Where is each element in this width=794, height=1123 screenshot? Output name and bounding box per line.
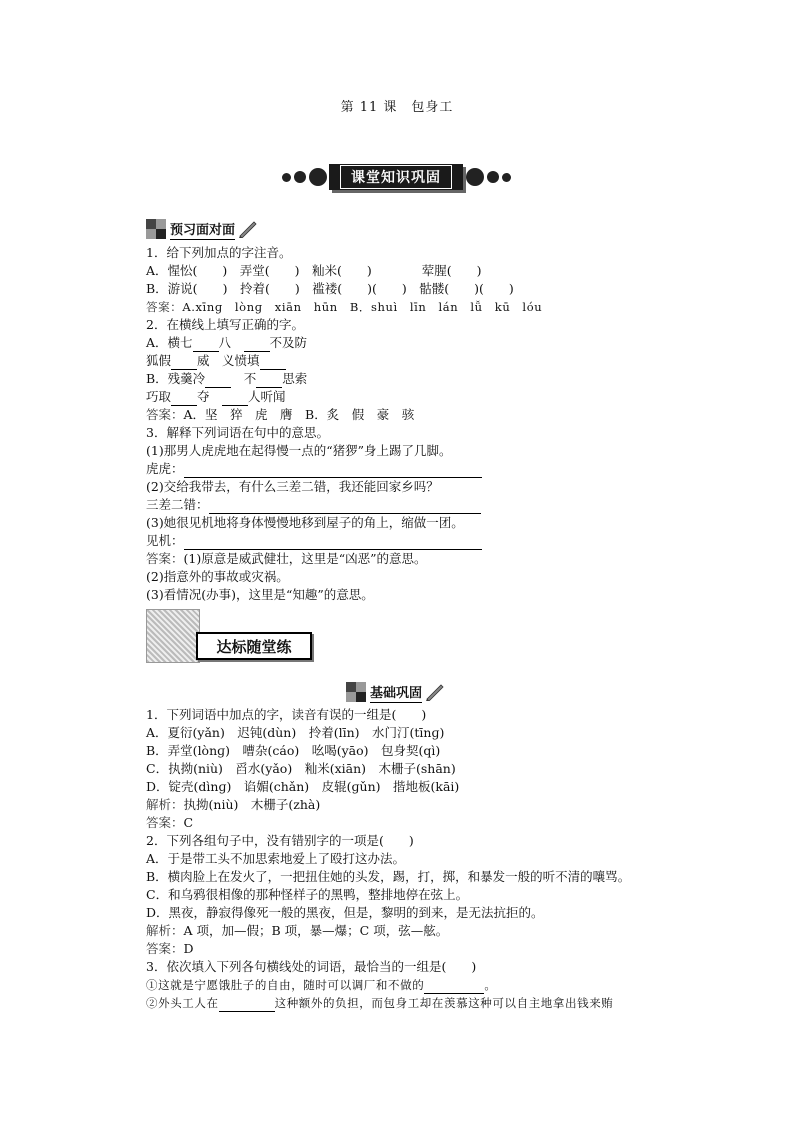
- q2-answer: [146, 406, 414, 424]
- p1-option-c: C．执拗(niù) 舀水(yǎo) 籼米(xiān) 木栅子(shān): [146, 761, 456, 776]
- blank-mid: 不: [231, 371, 257, 386]
- p1-stem: 1．下列词语中加点的字，读音有误的一组是( ): [146, 707, 427, 722]
- blank-line: [424, 980, 484, 994]
- analysis-label: 解析：: [146, 797, 184, 812]
- answer-line: [184, 464, 482, 478]
- p1-option-b: B．弄堂(lònɡ) 嘈杂(cáo) 吆喝(yāo) 包身契(qì): [146, 743, 441, 758]
- blank-mid: 夺: [197, 389, 223, 404]
- answer-text: A.xīnɡ lònɡ xiān hūn B．shuì līn lán lǚ kū lóu: [182, 300, 543, 314]
- blank-suffix: 人听闻: [248, 389, 286, 404]
- sentence-end: 。: [484, 978, 497, 992]
- answer-text: A．坚 猝 虎 膺 B．炙 假 豪 骇: [183, 407, 415, 422]
- p1-analysis: [146, 796, 320, 814]
- blank-line: [205, 374, 231, 388]
- pen-icon: [238, 220, 258, 238]
- blank-line: [260, 356, 286, 370]
- q3-word-3: [146, 532, 482, 550]
- q3-answer-3: (3)看情况(办事)，这里是“知趣”的意思。: [146, 587, 374, 602]
- preview-heading-text: 预习面对面: [170, 219, 235, 240]
- answer-label: 答案：: [146, 815, 184, 830]
- blank-line: [171, 392, 197, 406]
- blank-suffix: 不及防: [269, 335, 308, 350]
- sentence-text: 这种额外的负担，而包身工却在羡慕这种可以自主地拿出钱来贿: [274, 996, 614, 1010]
- p2-option-c: C．和乌鸦很相像的那种怪样子的黑鸭，整排地停在弦上。: [146, 887, 469, 902]
- q2-stem: 2．在横线上填写正确的字。: [146, 317, 304, 332]
- answer-text: C: [183, 815, 194, 830]
- p1-option-a: A．夏衍(yǎn) 迟钝(dùn) 拎着(līn) 水门汀(tīnɡ): [146, 725, 445, 740]
- blank-line: [222, 392, 248, 406]
- p2-stem: 2．下列各组句子中，没有错别字的一项是( ): [146, 833, 414, 848]
- q3-word-1: [146, 460, 482, 478]
- pen-icon: [425, 683, 445, 701]
- banner-dot: [294, 171, 306, 183]
- answer-text: (1)原意是威武健壮，这里是“凶恶”的意思。: [183, 551, 427, 566]
- p2-option-d: D．黑夜，静寂得像死一般的黑夜，但是，黎明的到来，是无法抗拒的。: [146, 905, 544, 920]
- basic-heading: [346, 681, 445, 703]
- blank-line: [256, 374, 282, 388]
- blank-mid: 八: [218, 335, 244, 350]
- practice-heading: [146, 609, 311, 661]
- answer-line: [209, 500, 481, 514]
- q1-row-a: A．惺忪( ) 弄堂( ) 籼米( ) 荤腥( ): [146, 263, 482, 278]
- blank-prefix: B．残羹冷: [146, 371, 206, 386]
- blank-mid: 威 义愤填: [197, 353, 260, 368]
- p2-answer: [146, 940, 194, 958]
- banner-label-box: [329, 164, 463, 190]
- heading-squares-icon: [346, 682, 366, 702]
- q3-answer-1: [146, 550, 427, 568]
- blank-line: [193, 338, 219, 352]
- q1-row-b: B．游说( ) 拎着( ) 褴褛( )( ) 骷髅( )( ): [146, 281, 514, 296]
- answer-label: 答案：: [146, 407, 184, 422]
- q1-stem: 1．给下列加点的字注音。: [146, 245, 292, 260]
- banner-dot: [487, 171, 499, 183]
- p2-analysis: [146, 922, 448, 940]
- p1-answer: [146, 814, 193, 832]
- word-label: 虎虎：: [146, 461, 184, 476]
- sentence-text: ①这就是宁愿饿肚子的自由，随时可以调厂和不做的: [146, 978, 425, 992]
- blank-line: [171, 356, 197, 370]
- q2-row-a1: [146, 334, 307, 352]
- word-label: 见机：: [146, 533, 184, 548]
- practice-heading-text: 达标随堂练: [196, 632, 312, 660]
- p3-sentence-1: [146, 976, 496, 994]
- blank-suffix: 思索: [282, 371, 308, 386]
- analysis-text: 执拗(niù) 木栅子(zhà): [183, 797, 321, 812]
- blank-prefix: 巧取: [146, 389, 172, 404]
- q2-row-b1: [146, 370, 307, 388]
- banner-dot: [282, 173, 291, 182]
- answer-label: 答案：: [146, 941, 184, 956]
- p2-option-b: B．横肉脸上在发火了，一把扭住她的头发，踢，打，掷，和暴发一般的听不清的嚷骂。: [146, 869, 631, 884]
- q2-row-b2: [146, 388, 286, 406]
- p3-sentence-2: [146, 994, 613, 1012]
- banner-dot: [466, 168, 484, 186]
- heading-squares-icon: [146, 219, 166, 239]
- blank-line: [244, 338, 270, 352]
- q1-answer: [146, 298, 542, 316]
- preview-heading: [146, 218, 258, 240]
- q3-stem: 3．解释下列词语在句中的意思。: [146, 425, 329, 440]
- answer-line: [184, 536, 482, 550]
- q3-answer-2: (2)指意外的事故或灾祸。: [146, 569, 289, 584]
- page-title: 第 11 课 包身工: [340, 100, 454, 115]
- section-banner: [280, 164, 530, 192]
- answer-label: 答案：: [146, 300, 183, 314]
- answer-label: 答案：: [146, 551, 184, 566]
- answer-text: D: [183, 941, 194, 956]
- blank-prefix: 狐假: [146, 353, 172, 368]
- p3-stem: 3．依次填入下列各句横线处的词语，最恰当的一组是( ): [146, 959, 477, 974]
- blank-line: [219, 998, 275, 1012]
- q3-sentence-3: (3)她很见机地将身体慢慢地移到屋子的角上，缩做一团。: [146, 515, 464, 530]
- p2-option-a: A．于是带工头不加思索地爱上了殴打这办法。: [146, 851, 406, 866]
- banner-label: 课堂知识巩固: [340, 165, 452, 189]
- q3-sentence-2: (2)交给我带去，有什么三差二错，我还能回家乡吗？: [146, 479, 439, 494]
- q2-row-a2: [146, 352, 286, 370]
- decorative-art-icon: [146, 609, 200, 663]
- basic-heading-text: 基础巩固: [370, 682, 422, 703]
- analysis-text: A 项，加—假；B 项，暴—爆；C 项，弦—舷。: [183, 923, 449, 938]
- q3-sentence-1: (1)那男人虎虎地在起得慢一点的“猪猡”身上踢了几脚。: [146, 443, 452, 458]
- banner-dot: [309, 168, 327, 186]
- word-label: 三差二错：: [146, 497, 209, 512]
- banner-dot: [502, 173, 511, 182]
- sentence-text: ②外头工人在: [146, 996, 219, 1010]
- p1-option-d: D．锭壳(dìnɡ) 谄媚(chǎn) 皮辊(ɡǔn) 揩地板(kāi): [146, 779, 460, 794]
- blank-prefix: A．横七: [146, 335, 193, 350]
- q3-word-2: [146, 496, 481, 514]
- analysis-label: 解析：: [146, 923, 184, 938]
